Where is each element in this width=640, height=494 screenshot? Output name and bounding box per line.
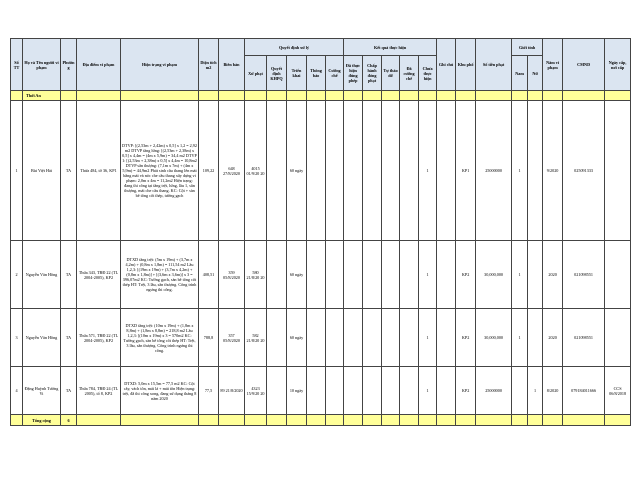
header-zone: Khu phố — [456, 39, 476, 91]
cell-implementation: 60 ngày — [287, 309, 307, 367]
header-area: Diện tích m2 — [199, 39, 219, 91]
cell-ward: TA — [61, 241, 77, 309]
header-implementation: Triển khai — [287, 56, 307, 91]
table-row — [11, 241, 631, 309]
cell-stt: 3 — [11, 309, 23, 367]
cell-self-remove — [382, 101, 400, 241]
cell-note — [437, 101, 456, 241]
header-year: Năm vi phạm — [543, 39, 563, 91]
cell-note — [437, 367, 456, 415]
cell-area: 408,51 — [199, 241, 219, 309]
cell-enforced — [400, 101, 419, 241]
cell-khpq — [267, 101, 287, 241]
table-row — [11, 101, 631, 241]
cell-area: 77,5 — [199, 367, 219, 415]
cell-id-card: 079184011666 — [563, 367, 605, 415]
cell-enforcement — [326, 101, 344, 241]
cell-fine-decision: 580 21/8/20 20 — [245, 241, 267, 309]
cell-id-card: 021098551 — [563, 309, 605, 367]
cell-ward: TA — [61, 101, 77, 241]
cell-zone: KP2 — [456, 241, 476, 309]
cell-name: Bùi Việt Hải — [23, 101, 61, 241]
cell-id-card: 025091333 — [563, 101, 605, 241]
cell-stt: 1 — [11, 101, 23, 241]
cell-fine-amount: 30,000,000 — [476, 309, 512, 367]
header-decision-group: Quyết định xử lý — [245, 39, 344, 56]
cell-not-done: 1 — [419, 101, 437, 241]
header-gender-group: Giới tính — [512, 39, 543, 56]
cell-issue-date: CCS 06/8/2018 — [605, 367, 631, 415]
cell-record: 357 05/8/2020 — [219, 309, 245, 367]
header-name: Họ và Tên người vi phạm — [23, 39, 61, 91]
header-status: Hiện trạng vi phạm — [121, 39, 199, 91]
cell-address: Thửa 343, TBĐ 22 (TL 2004-2005), KP2 — [77, 241, 121, 309]
cell-zone: KP2 — [456, 367, 476, 415]
header-fine: Xử phạt — [245, 56, 267, 91]
cell-self-fix — [344, 101, 363, 241]
cell-address: Thửa 784, TBĐ 24 (TL 2005), tổ 8, KP2 — [77, 367, 121, 415]
header-result-group: Kết quả thực hiện — [344, 39, 437, 56]
cell-female — [528, 241, 543, 309]
cell-status: DTXD tầng trệt: (10m x 19m) + (1,8m x 8,8m) + (1,8m x 8,8m) = 218,8 m2 Lầu 1,2,3: [(10m x 19m) x 3 = 570m2 KC: Tường gạch, sàn bê tông cốt thép HT: Trệt, 3 lầu, sân thượng. Công trình ngưng thi công. — [121, 309, 199, 367]
table-row — [11, 309, 631, 367]
cell-khpq — [267, 309, 287, 367]
table-header — [11, 39, 631, 91]
cell-enforcement — [326, 367, 344, 415]
header-stt: Số TT — [11, 39, 23, 91]
cell-female — [528, 309, 543, 367]
cell-ward: TA — [61, 309, 77, 367]
cell-not-done: 1 — [419, 241, 437, 309]
cell-year: 2020 — [543, 241, 563, 309]
cell-comply — [363, 367, 382, 415]
cell-issue-date — [605, 241, 631, 309]
cell-name: Nguyễn Văn Hồng — [23, 309, 61, 367]
total-row — [11, 415, 631, 426]
cell-male: 1 — [512, 101, 528, 241]
cell-male: 1 — [512, 309, 528, 367]
cell-khpq — [267, 241, 287, 309]
cell-year: 2020 — [543, 309, 563, 367]
cell-enforcement — [326, 241, 344, 309]
cell-ward: TA — [61, 367, 77, 415]
header-comply: Chấp hành đóng phạt — [363, 56, 382, 91]
cell-not-done: 1 — [419, 367, 437, 415]
cell-comply — [363, 101, 382, 241]
cell-notice — [307, 101, 326, 241]
cell-fine-decision: 4323 15/9/20 20 — [245, 367, 267, 415]
cell-not-done: 1 — [419, 309, 437, 367]
cell-status: DTVP: [(2,53m + 2,42m) x 0,5] x 1,2 = 2,92 m2 DTVP tầng lửng: [(2,53m + 2,38m) x 0,5] x 4,4m = (4m x 5,9m) = 34,4 m2 DTVP 1: [(2,53m + 2,38m) x 0,5] x 4,4m = 10,8m2 DTVP sân thượng: (7,1m x 7m) + (4m x 5,9m) = 44,9m2 Phát sinh cầu thang lên mái bằng mái và nóc che cầu thang xây dựng vi phạm: 2,0m x 4m = 11,2m2 Hiện trạng: đang thi công tại tầng trệt, lửng, lầu 1, sân thượng, mái che cầu thang. KC: Cột + sàn bê tông cốt thép, tường gạch — [121, 101, 199, 241]
total-count: 6 — [61, 415, 77, 426]
cell-issue-date — [605, 309, 631, 367]
cell-fine-amount: 25000000 — [476, 101, 512, 241]
header-male: Nam — [512, 56, 528, 91]
cell-stt: 2 — [11, 241, 23, 309]
cell-name: Đặng Huỳnh Tường Vi — [23, 367, 61, 415]
cell-year: 9/2020 — [543, 101, 563, 241]
cell-implementation: 10 ngày — [287, 367, 307, 415]
cell-self-remove — [382, 241, 400, 309]
cell-enforced — [400, 309, 419, 367]
cell-comply — [363, 241, 382, 309]
cell-self-remove — [382, 367, 400, 415]
cell-record: 89 21/8/2020 — [219, 367, 245, 415]
cell-self-fix — [344, 309, 363, 367]
cell-year: 8/2020 — [543, 367, 563, 415]
cell-area: 788,8 — [199, 309, 219, 367]
cell-notice — [307, 367, 326, 415]
cell-self-fix — [344, 241, 363, 309]
cell-stt: 4 — [11, 367, 23, 415]
header-self-fix: Đã thực hiện đúng phép — [344, 56, 363, 91]
cell-name: Nguyễn Văn Hồng — [23, 241, 61, 309]
header-ward: Phường — [61, 39, 77, 91]
cell-enforced — [400, 367, 419, 415]
header-enforcement: Cưỡng chế — [326, 56, 344, 91]
header-id-card: CMND — [563, 39, 605, 91]
cell-self-remove — [382, 309, 400, 367]
header-record: Biên bản — [219, 39, 245, 91]
cell-status: DTXD tầng trệt: (5m x 19m) + (3,7m x 4,2m) + (0,8m x 1,8m) = 111,54 m2 Lầu 1,2,3: [(19m x 19m) + (3,7m x 4,2m) + (0,8m x 1,8m)] + [(3,6m x 3,6m)] x 3 = 396,07m2 KC: Tường gạch, sàn bê tông cốt thép HT: Trệt, 3 lầu, sân thượng. Công trình ngưng thi công. — [121, 241, 199, 309]
cell-record: 648 27/8/2020 — [219, 101, 245, 241]
cell-implementation: 60 ngày — [287, 241, 307, 309]
header-issue-date: Ngày cấp, nơi cấp — [605, 39, 631, 91]
cell-notice — [307, 309, 326, 367]
group-row — [11, 91, 631, 101]
header-decision-khpq: Quyết định KHPQ — [267, 56, 287, 91]
cell-area: 109,22 — [199, 101, 219, 241]
total-label: Tổng cộng — [23, 415, 61, 426]
cell-khpq — [267, 367, 287, 415]
table-row — [11, 367, 631, 415]
header-not-done: Chưa thực hiện — [419, 56, 437, 91]
cell-record: 359 05/8/2020 — [219, 241, 245, 309]
cell-male: 1 — [512, 241, 528, 309]
cell-enforced — [400, 241, 419, 309]
cell-address: Thửa 484, tờ 36, KP1 — [77, 101, 121, 241]
cell-implementation: 60 ngày — [287, 101, 307, 241]
violations-table — [10, 38, 631, 426]
cell-female — [528, 101, 543, 241]
header-enforced: Đã cưỡng chế — [400, 56, 419, 91]
cell-female: 1 — [528, 367, 543, 415]
cell-comply — [363, 309, 382, 367]
cell-zone: KP1 — [456, 101, 476, 241]
cell-self-fix — [344, 367, 363, 415]
header-address: Địa điểm vi phạm — [77, 39, 121, 91]
cell-note — [437, 309, 456, 367]
cell-notice — [307, 241, 326, 309]
cell-zone: KP2 — [456, 309, 476, 367]
header-self-remove: Tự tháo dỡ — [382, 56, 400, 91]
cell-fine-decision: 4015 01/9/20 20 — [245, 101, 267, 241]
cell-fine-amount: 25000000 — [476, 367, 512, 415]
cell-fine-decision: 582 21/8/20 20 — [245, 309, 267, 367]
cell-fine-amount: 30,000,000 — [476, 241, 512, 309]
cell-male — [512, 367, 528, 415]
cell-enforcement — [326, 309, 344, 367]
cell-address: Thửa 571, TBĐ 22 (TL 2004-2005), KP2 — [77, 309, 121, 367]
cell-issue-date — [605, 101, 631, 241]
header-notice: Thông báo — [307, 56, 326, 91]
group-label: Thới An — [23, 91, 61, 101]
cell-status: DTXD: 5,0m x 15,5m = 77,5 m2 KC: Cột cây, vách tôn, mái lá + mái tôn Hiện trạng: trệt, đã thi công xong, đang sử dụng tháng 8 năm 2020 — [121, 367, 199, 415]
cell-id-card: 021098551 — [563, 241, 605, 309]
header-note: Ghi chú — [437, 39, 456, 91]
header-female: Nữ — [528, 56, 543, 91]
header-fine-amount: Số tiền phạt — [476, 39, 512, 91]
cell-note — [437, 241, 456, 309]
